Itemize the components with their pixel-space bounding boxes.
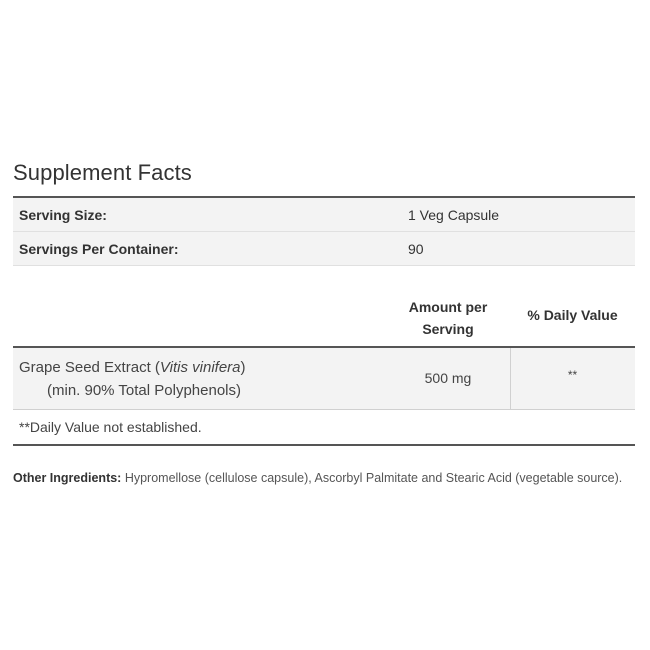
serving-size-row [13, 198, 635, 232]
ingredient-name [19, 356, 246, 402]
amount-header-line2: Serving [422, 321, 474, 337]
ingredient-amount: 500 mg [424, 370, 472, 386]
servings-per-container-label: Servings Per Container: [19, 240, 179, 257]
servings-per-container-value: 90 [408, 240, 424, 257]
ingredient-daily-value: ** [567, 368, 578, 382]
other-ingredients [13, 468, 633, 488]
serving-size-label: Serving Size: [19, 206, 107, 223]
ingredient-row [13, 348, 635, 410]
ingredient-name-close: ) [240, 359, 246, 376]
daily-value-header: % Daily Value [527, 307, 618, 323]
ingredient-latin-name: Vitis vinifera [159, 359, 241, 376]
servings-per-container-row [13, 232, 635, 266]
ingredient-name-text: Grape Seed Extract ( [19, 359, 160, 376]
amount-per-serving-header [398, 296, 498, 340]
amount-header-line1: Amount per [408, 299, 488, 315]
daily-value-footnote: **Daily Value not established. [19, 419, 202, 435]
other-ingredients-text: Hypromellose (cellulose capsule), Ascorbyl Palmitate and Stearic Acid (vegetable source). [121, 471, 623, 485]
column-headers [13, 296, 635, 344]
page-title: Supplement Facts [13, 160, 192, 185]
other-ingredients-label: Other Ingredients: [13, 471, 122, 485]
serving-info-table [13, 198, 635, 266]
ingredient-detail: (min. 90% Total Polyphenols) [47, 382, 241, 399]
serving-size-value: 1 Veg Capsule [408, 206, 500, 223]
bottom-divider [13, 444, 635, 446]
